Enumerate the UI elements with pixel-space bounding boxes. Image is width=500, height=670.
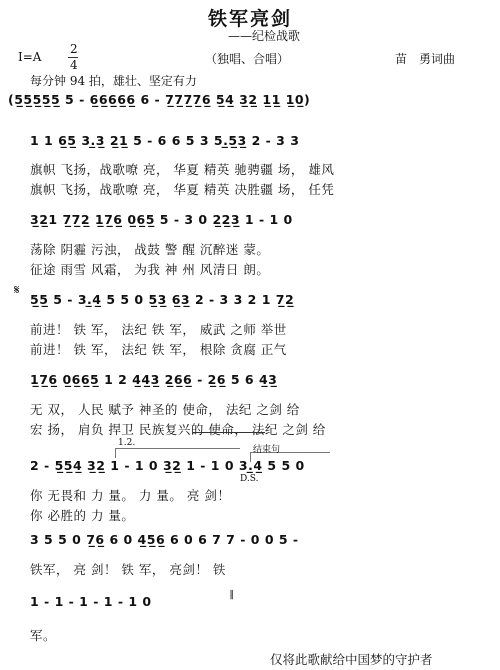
song-subtitle: ——纪检战歌	[228, 29, 301, 43]
song-title: 铁军亮剑	[207, 8, 292, 30]
notation-line-8: 1 - 1 - 1 - 1 - 1 0	[30, 594, 152, 609]
lyric-line-3a: 荡除 阴霾 污浊， 战鼓 警 醒 沉醉迷 蒙。	[30, 242, 270, 257]
final-barline: 𝄂	[230, 588, 233, 602]
lyric-line-5a: 无 双， 人民 赋予 神圣的 使命， 法纪 之剑 给	[30, 402, 300, 417]
segno-sign: 𝄋	[14, 283, 20, 298]
lyric-line-4b: 前进！ 铁 军， 法纪 铁 军， 根除 贪腐 正气	[30, 342, 287, 357]
underline-phrase	[193, 416, 265, 433]
volta-label: 1.2.	[118, 438, 136, 448]
notation-line-2: 1 1 6̲5̲ 3.̲3̲ 2̲1̲ 5 - 6 6 5 3 5.̲5̲3̲ 2 - 3 3	[30, 133, 300, 148]
time-signature-top: 2	[70, 42, 78, 56]
performance-note: （独唱、合唱）	[205, 52, 290, 66]
lyric-line-7: 铁军， 亮 剑！ 铁 军， 亮剑！ 铁	[30, 562, 226, 577]
lyric-line-6b: 你 必胜的 力 量。	[30, 508, 135, 523]
volta-bracket	[115, 448, 240, 449]
notation-line-3: 3̲2̲1 7̲7̲2̲ 1̲7̲6̲ 0̲6̲5̲ 5 - 3 0 2̲2̲3̲ 1 - 1 0	[30, 212, 293, 227]
tempo-marking: 每分钟 94 拍，雄壮、坚定有力	[30, 74, 197, 88]
ds-marking: D.S.	[240, 474, 259, 484]
notation-line-6: 2 - 5̲5̲4̲ 3̲2̲ 1 - 1 0 3̲2̲ 1 - 1 0 3.̲4̲ 5 5 0	[30, 458, 305, 473]
lyric-line-6a: 你 无畏和 力 量。 力 量。 亮 剑！	[30, 488, 231, 503]
volta-bracket-start	[115, 448, 116, 458]
time-signature-bottom: 4	[70, 58, 78, 72]
notation-line-7: 3 5 5 0 7̲6̲ 6 0 4̲5̲6̲ 6 0 6 7 7 - 0 0 5 -	[30, 532, 299, 547]
credits: 苗 勇词曲	[395, 52, 456, 66]
notation-line-1: (5̲5̲5̲5̲5̲ 5 - 6̲6̲6̲6̲6̲ 6 - 7̲7̲7̲7̲6̲ 5̲4̲ 3̲2̲ 1̲1̲ 1̲0̲)	[8, 92, 311, 107]
dedication-footer: 仅将此歌献给中国梦的守护者	[270, 652, 433, 667]
lyric-line-2b: 旗帜 飞扬，战歌嘹 亮， 华夏 精英 决胜疆 场， 任凭	[30, 182, 335, 197]
notation-line-5: 1̲7̲6̲ 0̲6̲6̲5̲ 1 2 4̲4̲3̲ 2̲6̲6̲ - 2̲6̲ 5 6 4̲3̲	[30, 372, 278, 387]
coda-label: 结束句	[253, 445, 281, 455]
lyric-line-3b: 征途 雨雪 风霜， 为我 神 州 风清日 朗。	[30, 262, 270, 277]
notation-line-4: 5̲5̲ 5 - 3.̲4̲ 5 5 0 5̲3̲ 6̲3̲ 2 - 3 3 2 1 7̲2̲	[30, 292, 295, 307]
lyric-line-2a: 旗帜 飞扬，战歌嘹 亮， 华夏 精英 驰骋疆 场， 雄风	[30, 162, 335, 177]
lyric-line-5b: 宏 扬， 肩负 捍卫 民族复兴的 使命， 法纪 之剑 给	[30, 422, 326, 437]
lyric-line-4a: 前进！ 铁 军， 法纪 铁 军， 威武 之师 举世	[30, 322, 287, 337]
lyric-line-8: 军。	[30, 628, 57, 643]
key-signature: I=A	[18, 50, 42, 64]
